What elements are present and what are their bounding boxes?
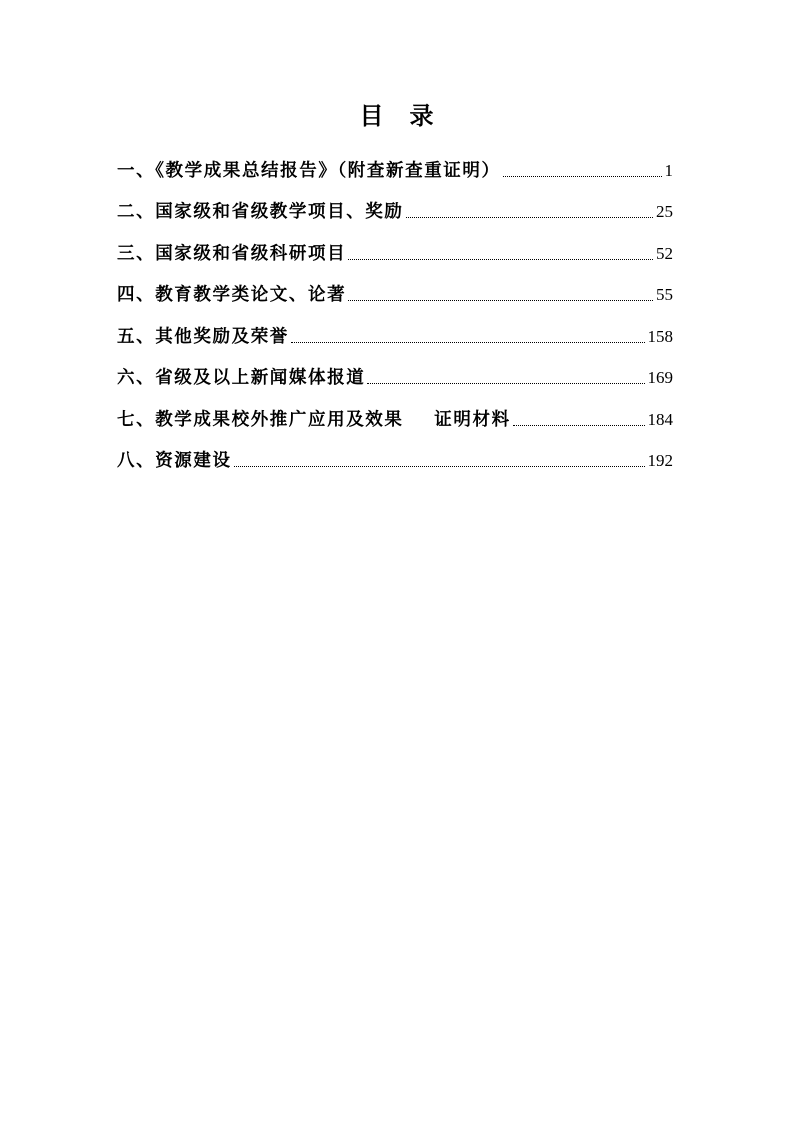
toc-entry-page: 1 (664, 160, 673, 180)
dot-leader (234, 466, 645, 467)
dot-leader (513, 425, 645, 426)
toc-entry-page: 158 (647, 326, 673, 346)
toc-entry-page: 192 (647, 451, 673, 470)
toc-entry-label: 五、其他奖励及荣誉 (117, 326, 289, 347)
toc-entry-5[interactable] (117, 312, 673, 354)
dot-leader (348, 300, 653, 301)
toc-entry-page: 52 (656, 243, 673, 263)
table-of-contents (117, 146, 673, 478)
toc-entry-label: 一、《教学成果总结报告》（附查新查重证明） (117, 160, 501, 181)
toc-entry-page: 184 (647, 409, 673, 429)
toc-entry-1[interactable] (117, 146, 673, 188)
toc-entry-8[interactable] (117, 437, 673, 479)
dot-leader (503, 176, 662, 177)
dot-leader (406, 217, 654, 218)
toc-title: 目录 (359, 101, 460, 130)
toc-entry-label: 六、省级及以上新闻媒体报道 (117, 368, 366, 388)
dot-leader (291, 342, 645, 343)
toc-entry-label: 七、教学成果校外推广应用及效果 证明材料 (117, 409, 511, 430)
dot-leader (367, 383, 644, 384)
toc-entry-2[interactable] (117, 188, 673, 230)
toc-entry-page: 25 (656, 202, 673, 221)
toc-entry-label: 二、国家级和省级教学项目、奖励 (117, 202, 404, 222)
toc-entry-6[interactable] (117, 354, 673, 396)
toc-entry-label: 四、教育教学类论文、论著 (117, 285, 347, 305)
toc-entry-page: 55 (656, 285, 673, 304)
toc-entry-4[interactable] (117, 271, 673, 313)
toc-entry-page: 169 (647, 368, 673, 387)
toc-entry-3[interactable] (117, 229, 673, 271)
dot-leader (348, 259, 653, 260)
toc-entry-label: 八、资源建设 (117, 451, 232, 471)
toc-entry-label: 三、国家级和省级科研项目 (117, 243, 347, 264)
toc-entry-7[interactable] (117, 395, 673, 437)
